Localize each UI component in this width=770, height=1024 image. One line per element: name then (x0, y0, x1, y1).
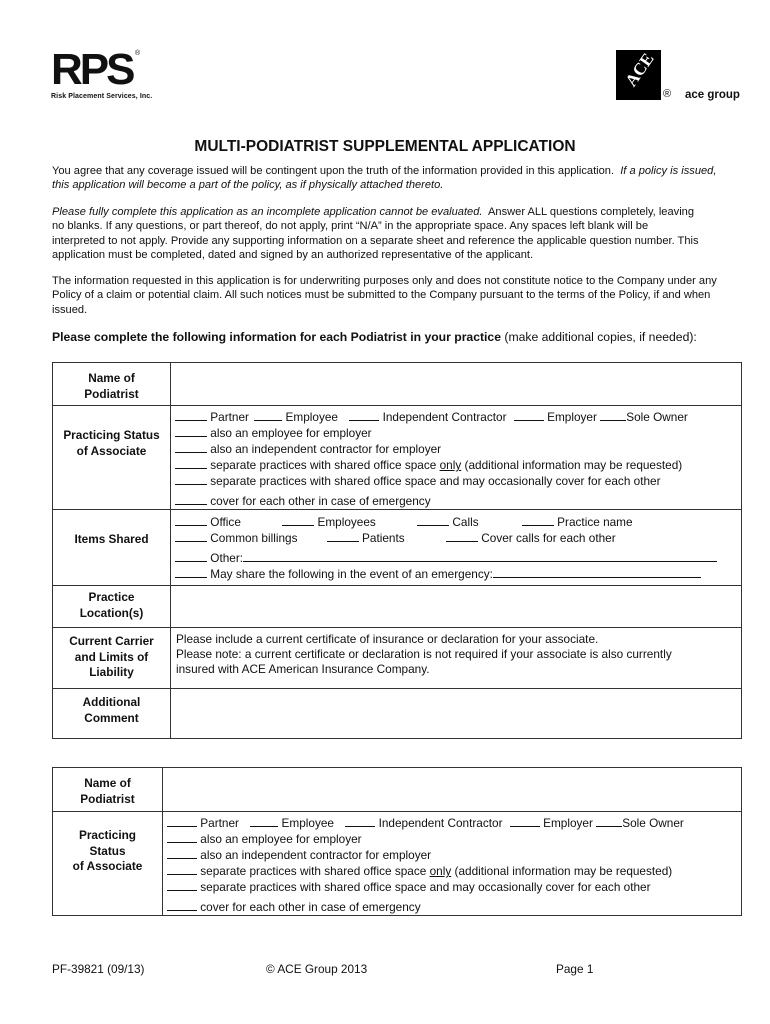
podiatrist-name-field[interactable] (171, 363, 742, 406)
status-line-4-blank[interactable] (175, 473, 207, 485)
status2-line-3-blank[interactable] (167, 863, 197, 875)
carrier-label (53, 628, 171, 689)
practice-name-option: Practice name (557, 515, 633, 529)
instructions-paragraph (52, 205, 752, 262)
cover-calls-blank[interactable] (446, 530, 478, 542)
p2-a: Answer ALL questions completely, leaving (488, 206, 694, 218)
p3-a: The information requested in this application is for underwriting purposes only and does not constitute notice to the Company under any (52, 275, 717, 287)
rps-logo-text: RPS (51, 45, 133, 94)
status-label-a: Practicing Status (63, 428, 160, 442)
ace-logo (616, 50, 661, 100)
name-label-2-a: Name of (84, 776, 131, 790)
other-blank[interactable] (175, 550, 207, 562)
office-blank[interactable] (175, 514, 207, 526)
name-label (53, 363, 171, 406)
employee-option-2: Employee (281, 816, 334, 830)
billings-option: Common billings (210, 531, 298, 545)
copyright: © ACE Group 2013 (266, 962, 368, 976)
carrier-label-c: Liability (89, 665, 134, 679)
status2-line-1-text: also an employee for employer (200, 832, 362, 846)
underwriting-paragraph (52, 274, 752, 317)
comment-label (53, 689, 171, 739)
employees-blank[interactable] (282, 514, 314, 526)
employer-option-2: Employer (543, 816, 593, 830)
status-type-line (175, 409, 741, 425)
contractor-blank-2[interactable] (345, 815, 375, 827)
page-number: Page 1 (556, 962, 594, 976)
status2-line-5-text: cover for each other in case of emergency (200, 900, 421, 914)
status2-line-1-blank[interactable] (167, 831, 197, 843)
ace-logo-text: ACE (621, 49, 658, 90)
form-instruction (52, 330, 697, 344)
rps-logo (51, 45, 153, 100)
employee-blank-2[interactable] (250, 815, 278, 827)
status-line-1-blank[interactable] (175, 425, 207, 437)
partner-option: Partner (210, 410, 249, 424)
office-option: Office (210, 515, 241, 529)
name-label-b: Podiatrist (84, 386, 139, 401)
other-label: Other: (210, 551, 244, 565)
status-line-3-blank[interactable] (175, 457, 207, 469)
comment-label-b: Comment (84, 710, 139, 725)
items-line-2 (175, 530, 741, 546)
status2-line-3-text: separate practices with shared office space (200, 864, 427, 878)
rps-reg-mark: ® (135, 50, 141, 57)
status2-line-3 (167, 863, 741, 879)
status-row (53, 406, 742, 510)
name-label-2 (53, 768, 163, 812)
calls-blank[interactable] (417, 514, 449, 526)
status-line-3 (175, 457, 741, 473)
status-line-3-tail: (additional information may be requested) (464, 458, 683, 472)
instruction-normal: (make additional copies, if needed): (504, 330, 697, 344)
carrier-text (171, 628, 742, 689)
ace-group-label: ace group (685, 89, 740, 101)
contractor-blank[interactable] (349, 409, 379, 421)
status-line-5-text: cover for each other in case of emergency (210, 494, 431, 508)
instruction-bold: Please complete the following information for each Podiatrist in your practice (52, 330, 501, 344)
partner-blank-2[interactable] (167, 815, 197, 827)
p2-italic: Please fully complete this application as an incomplete application cannot be evaluated. (52, 206, 483, 218)
status-label (53, 406, 171, 510)
sole-owner-blank-2[interactable] (596, 815, 622, 827)
ace-reg-mark: ® (663, 88, 672, 100)
status-label-2-b: Status (89, 843, 126, 858)
location-row (53, 586, 742, 628)
status2-line-4-text: separate practices with shared office space and may occasionally cover for each other (200, 880, 651, 894)
contractor-option-2: Independent Contractor (378, 816, 503, 830)
sole-owner-option: Sole Owner (626, 410, 688, 424)
employer-blank-2[interactable] (510, 815, 540, 827)
patients-option: Patients (362, 531, 405, 545)
status-label-2-c: of Associate (72, 859, 143, 873)
emergency-label: May share the following in the event of an emergency: (210, 567, 493, 581)
status2-line-2-blank[interactable] (167, 847, 197, 859)
p3-c: issued. (52, 303, 88, 316)
status-line-5 (175, 493, 741, 509)
name-label-2-b: Podiatrist (80, 791, 135, 806)
status2-line-2-text: also an independent contractor for employer (200, 848, 432, 862)
p3-b: Policy of a claim or potential claim. All such notices must be submitted to the Company pursuant to the terms of the Policy, if and when (52, 289, 711, 302)
p1-italic-a: If a policy is issued, (620, 165, 717, 177)
status2-line-3-tail: (additional information may be requested) (454, 864, 673, 878)
p1-italic-b: this application will become a part of the policy, as if physically attached thereto. (52, 179, 444, 192)
status-line-2-text: also an independent contractor for employer (210, 442, 442, 456)
status2-line-4-blank[interactable] (167, 879, 197, 891)
items-row (53, 510, 742, 586)
status-options (171, 406, 742, 510)
status2-line-5-blank[interactable] (167, 899, 197, 911)
sole-owner-option-2: Sole Owner (622, 816, 684, 830)
status-line-1 (175, 425, 741, 441)
comment-label-a: Additional (82, 695, 141, 709)
status-options-2 (163, 812, 742, 916)
comment-row (53, 689, 742, 739)
podiatrist-form-1 (52, 362, 742, 739)
rps-company-name: Risk Placement Services, Inc. (51, 93, 153, 100)
p2-b: no blanks. If any questions, or part thereof, do not apply, print “N/A” in the appropriate space. Any spaces left blank will be (52, 220, 649, 233)
calls-option: Calls (452, 515, 479, 529)
status-row-2 (53, 812, 742, 916)
name-label-a: Name of (88, 371, 135, 385)
status2-line-2 (167, 847, 741, 863)
p2-c: interpreted to not apply. Provide any supporting information on a separate sheet and reference the applicable question number. This (52, 234, 699, 247)
status2-line-5 (167, 899, 741, 915)
agreement-paragraph (52, 164, 752, 193)
location-label-a: Practice (88, 590, 135, 604)
employer-option: Employer (547, 410, 597, 424)
status-label-2-a: Practicing (78, 828, 137, 842)
p1-text: You agree that any coverage issued will be contingent upon the truth of the information provided in this application. (52, 165, 615, 177)
status-line-3-text: separate practices with shared office space (210, 458, 437, 472)
partner-blank[interactable] (175, 409, 207, 421)
carrier-text-c: insured with ACE American Insurance Company. (176, 662, 430, 676)
carrier-label-a: Current Carrier (69, 634, 154, 648)
status-line-3-only: only (439, 458, 462, 472)
items-other-line (175, 550, 741, 566)
cover-calls-option: Cover calls for each other (481, 531, 616, 545)
status-label-2 (53, 812, 163, 916)
name-row (53, 363, 742, 406)
status-line-1-text: also an employee for employer (210, 426, 372, 440)
items-line-1 (175, 514, 741, 530)
practice-name-blank[interactable] (522, 514, 554, 526)
location-label (53, 586, 171, 628)
items-options (171, 510, 742, 586)
status-line-4 (175, 473, 741, 489)
employer-blank[interactable] (514, 409, 544, 421)
other-field[interactable] (243, 550, 717, 562)
carrier-row (53, 628, 742, 689)
employees-option: Employees (317, 515, 376, 529)
status2-line-1 (167, 831, 741, 847)
status2-line-3-only: only (429, 864, 452, 878)
status-line-4-text: separate practices with shared office space and may occasionally cover for each other (210, 474, 661, 488)
billings-blank[interactable] (175, 530, 207, 542)
sole-owner-blank[interactable] (600, 409, 626, 421)
employee-blank[interactable] (254, 409, 282, 421)
page-title: MULTI-PODIATRIST SUPPLEMENTAL APPLICATION (194, 138, 576, 155)
location-label-b: Location(s) (79, 605, 144, 620)
carrier-label-b: and Limits of (74, 649, 149, 664)
additional-comment-field[interactable] (171, 689, 742, 739)
patients-blank[interactable] (327, 530, 359, 542)
items-label: Items Shared (53, 510, 171, 586)
emergency-field[interactable] (493, 566, 701, 578)
status-line-2 (175, 441, 741, 457)
emergency-blank[interactable] (175, 566, 207, 578)
carrier-text-b: Please note: a current certificate or declaration is not required if your associate is also currently (176, 647, 672, 661)
status-line-2-blank[interactable] (175, 441, 207, 453)
name-row-2 (53, 768, 742, 812)
status-line-5-blank[interactable] (175, 493, 207, 505)
carrier-text-a: Please include a current certificate of insurance or declaration for your associate. (176, 632, 599, 646)
status2-line-4 (167, 879, 741, 895)
practice-location-field[interactable] (171, 586, 742, 628)
partner-option-2: Partner (200, 816, 239, 830)
status-type-line-2 (167, 815, 741, 831)
contractor-option: Independent Contractor (382, 410, 507, 424)
employee-option: Employee (285, 410, 338, 424)
form-number: PF-39821 (09/13) (52, 962, 145, 976)
podiatrist-form-2 (52, 767, 742, 916)
items-emergency-line (175, 566, 741, 582)
podiatrist-name-field-2[interactable] (163, 768, 742, 812)
p2-d: application must be completed, dated and signed by an authorized representative of the applicant. (52, 248, 534, 261)
status-label-b: of Associate (76, 443, 147, 458)
